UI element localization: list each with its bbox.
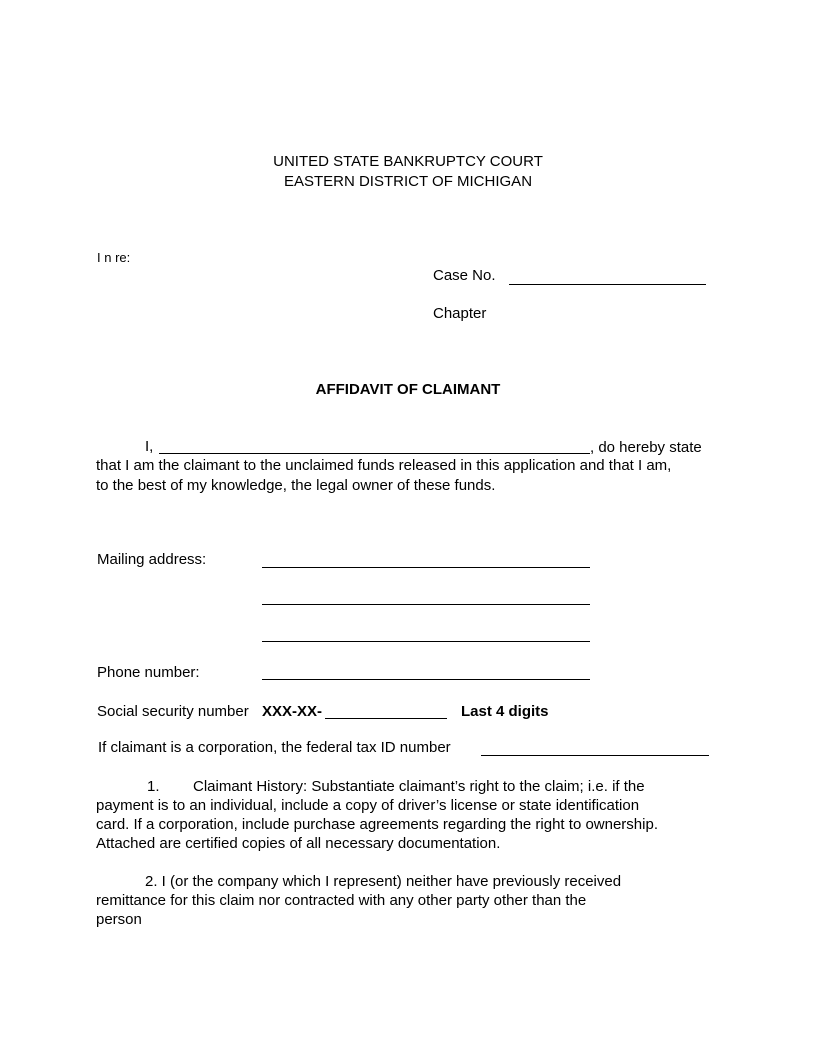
tax-id-field[interactable]: [481, 755, 709, 756]
item-2-line-2: remittance for this claim nor contracted with any other party other than the: [96, 892, 587, 909]
mailing-address-line-2[interactable]: [262, 604, 590, 605]
in-re-label: I n re:: [97, 250, 131, 265]
claimant-name-field[interactable]: [159, 453, 590, 454]
mailing-address-line-3[interactable]: [262, 641, 590, 642]
ssn-hint: Last 4 digits: [461, 703, 549, 720]
mailing-address-label: Mailing address:: [97, 551, 207, 568]
ssn-last4-field[interactable]: [325, 718, 447, 719]
tax-id-label: If claimant is a corporation, the federal tax ID number: [98, 739, 451, 756]
phone-field[interactable]: [262, 679, 590, 680]
item-1-line-4: Attached are certified copies of all necessary documentation.: [96, 835, 501, 852]
statement-line-3: to the best of my knowledge, the legal owner of these funds.: [96, 477, 496, 494]
item-1-number: 1.: [147, 778, 160, 795]
statement-lead: I,: [145, 438, 154, 455]
item-1-line-1: Claimant History: Substantiate claimant’s right to the claim; i.e. if the: [193, 778, 645, 795]
item-2-line-3: person: [96, 911, 142, 928]
court-district: EASTERN DISTRICT OF MICHIGAN: [283, 173, 533, 190]
item-1-line-2: payment is to an individual, include a copy of driver’s license or state identification: [96, 797, 640, 814]
ssn-prefix: XXX-XX-: [262, 703, 323, 720]
ssn-label: Social security number: [97, 703, 249, 720]
phone-label: Phone number:: [97, 664, 200, 681]
case-no-label: Case No.: [433, 267, 496, 284]
document-title: AFFIDAVIT OF CLAIMANT: [315, 381, 501, 398]
statement-line-2: that I am the claimant to the unclaimed funds released in this application and that I am,: [96, 457, 672, 474]
statement-tail: , do hereby state: [590, 439, 702, 456]
chapter-label: Chapter: [433, 305, 487, 322]
item-2-line-1: 2. I (or the company which I represent) neither have previously received: [145, 873, 622, 890]
mailing-address-line-1[interactable]: [262, 567, 590, 568]
case-no-field[interactable]: [509, 284, 706, 285]
item-1-line-3: card. If a corporation, include purchase agreements regarding the right to ownership.: [96, 816, 658, 833]
court-name: UNITED STATE BANKRUPTCY COURT: [273, 153, 543, 170]
